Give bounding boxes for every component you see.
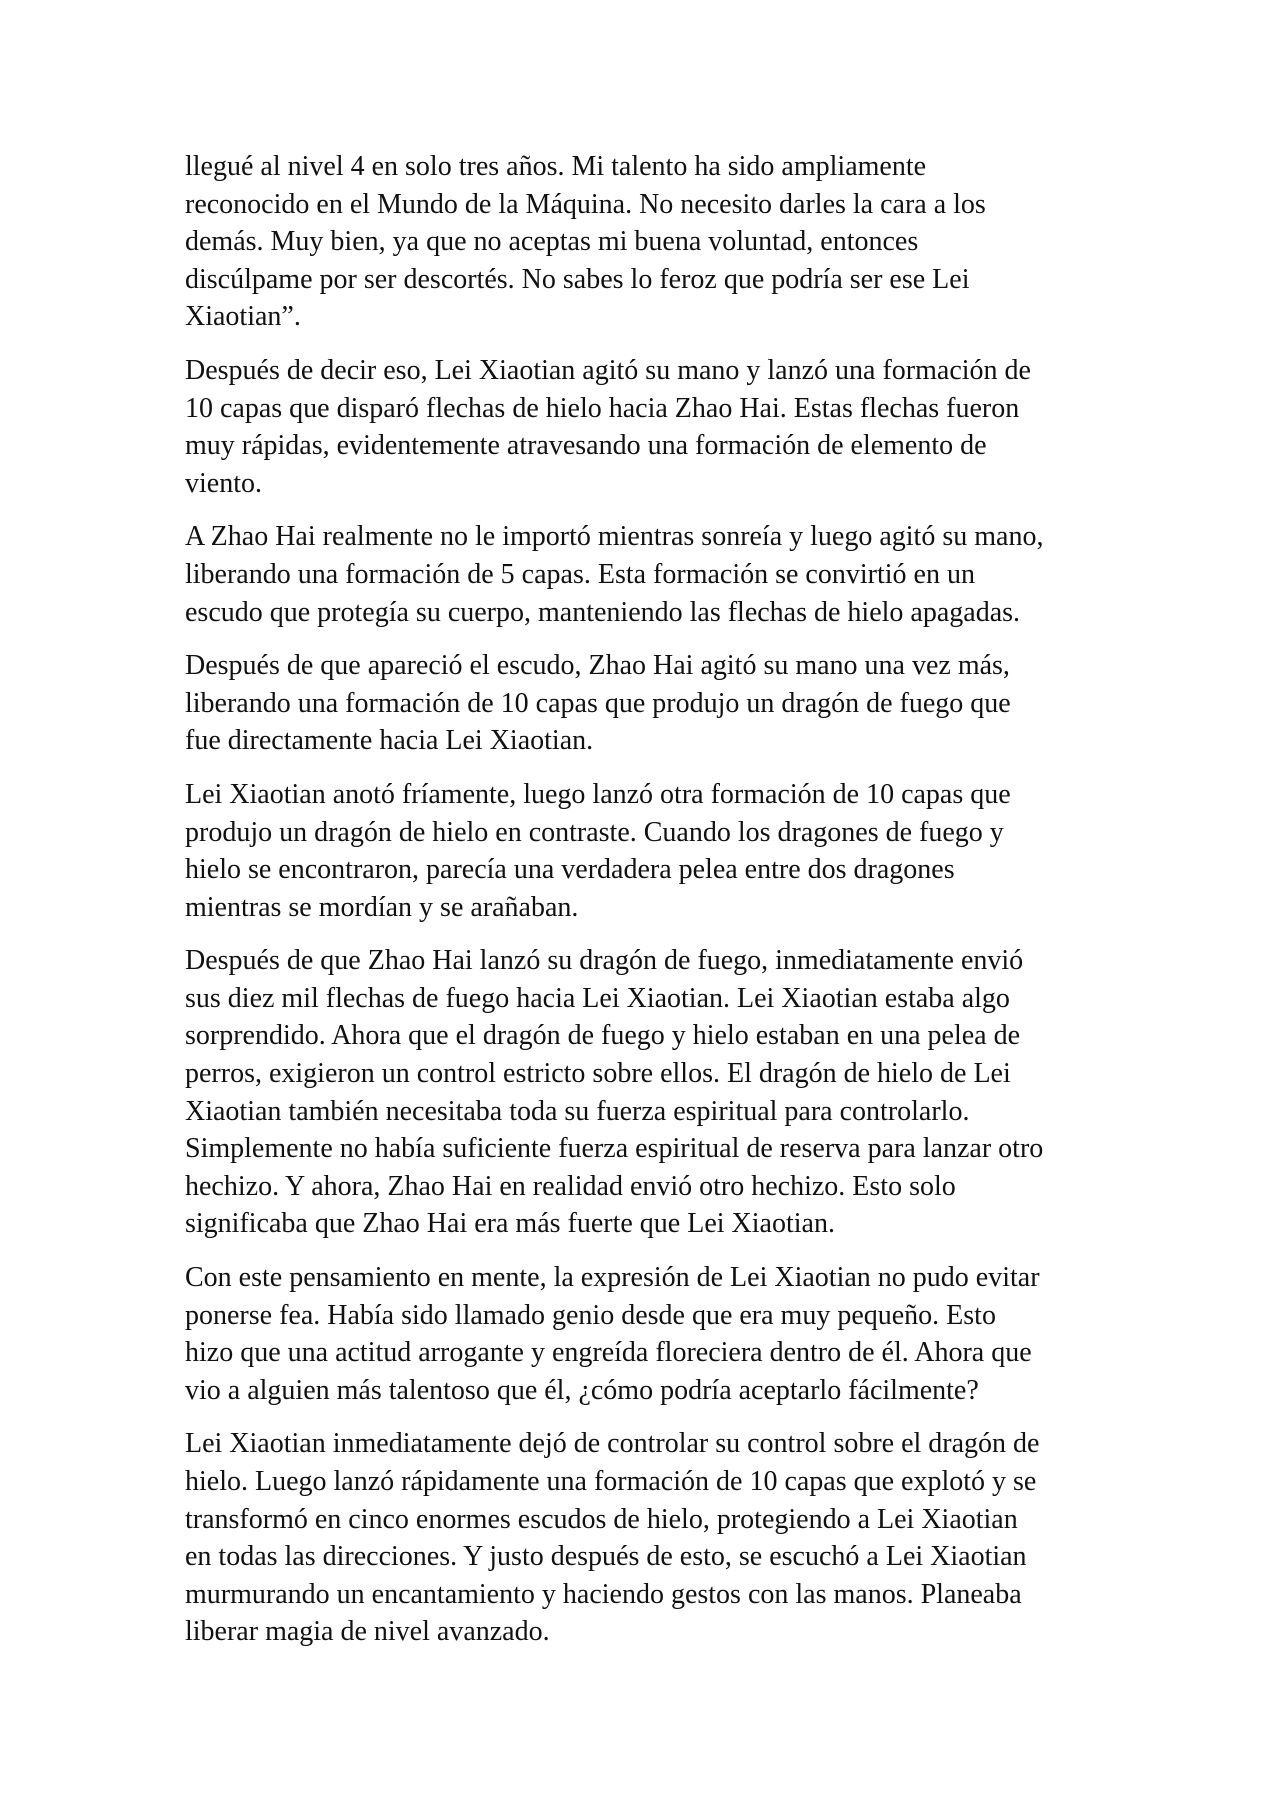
paragraph: Lei Xiaotian anotó fríamente, luego lanzó otra formación de 10 capas que produjo un dragón de hielo en contraste. Cuando los dragones de fuego y hielo se encontraron, parecía una verdadera pelea entre dos dragones mientras se mordían y se arañaban.	[185, 778, 1011, 923]
paragraph: Después de que Zhao Hai lanzó su dragón de fuego, inmediatamente envió sus diez mil flechas de fuego hacia Lei Xiaotian. Lei Xiaotian estaba algo sorprendido. Ahora que el dragón de fuego y hielo estaban en una pelea de perros, exigieron un control estricto sobre ellos. El dragón de hielo de Lei Xiaotian también necesitaba toda su fuerza espiritual para controlarlo. Simplemente no había suficiente fuerza espiritual de reserva para lanzar otro hechizo. Y ahora, Zhao Hai en realidad envió otro hechizo. Esto solo significaba que Zhao Hai era más fuerte que Lei Xiaotian.	[185, 945, 1044, 1240]
paragraph: llegué al nivel 4 en solo tres años. Mi talento ha sido ampliamente reconocido en el Mundo de la Máquina. No necesito darles la cara a los demás. Muy bien, ya que no aceptas mi buena voluntad, entonces discúlpame por ser descortés. No sabes lo feroz que podría ser ese Lei Xiaotian”.	[185, 151, 986, 333]
paragraph: Con este pensamiento en mente, la expresión de Lei Xiaotian no pudo evitar ponerse fea. Había sido llamado genio desde que era muy pequeño. Esto hizo que una actitud arrogante y engreída floreciera dentro de él. Ahora que vio a alguien más talentoso que él, ¿cómo podría aceptarlo fácilmente?	[185, 1262, 1040, 1406]
paragraph: Lei Xiaotian inmediatamente dejó de controlar su control sobre el dragón de hielo. Luego lanzó rápidamente una formación de 10 capas que explotó y se transformó en cinco enormes escudos de hielo, protegiendo a Lei Xiaotian en todas las direcciones. Y justo después de esto, se escuchó a Lei Xiaotian murmurando un encantamiento y haciendo gestos con las manos. Planeaba liberar magia de nivel avanzado.	[185, 1428, 1040, 1648]
paragraph: Después de que apareció el escudo, Zhao Hai agitó su mano una vez más, liberando una formación de 10 capas que produjo un dragón de fuego que fue directamente hacia Lei Xiaotian.	[185, 650, 1011, 757]
paragraph: A Zhao Hai realmente no le importó mientras sonreía y luego agitó su mano, liberando una formación de 5 capas. Esta formación se convirtió en un escudo que protegía su cuerpo, manteniendo las flechas de hielo apagadas.	[185, 521, 1044, 628]
paragraph: Después de decir eso, Lei Xiaotian agitó su mano y lanzó una formación de 10 capas que disparó flechas de hielo hacia Zhao Hai. Estas flechas fueron muy rápidas, evidentemente atravesando una formación de elemento de viento.	[185, 354, 1031, 499]
document-page	[185, 148, 1110, 1667]
